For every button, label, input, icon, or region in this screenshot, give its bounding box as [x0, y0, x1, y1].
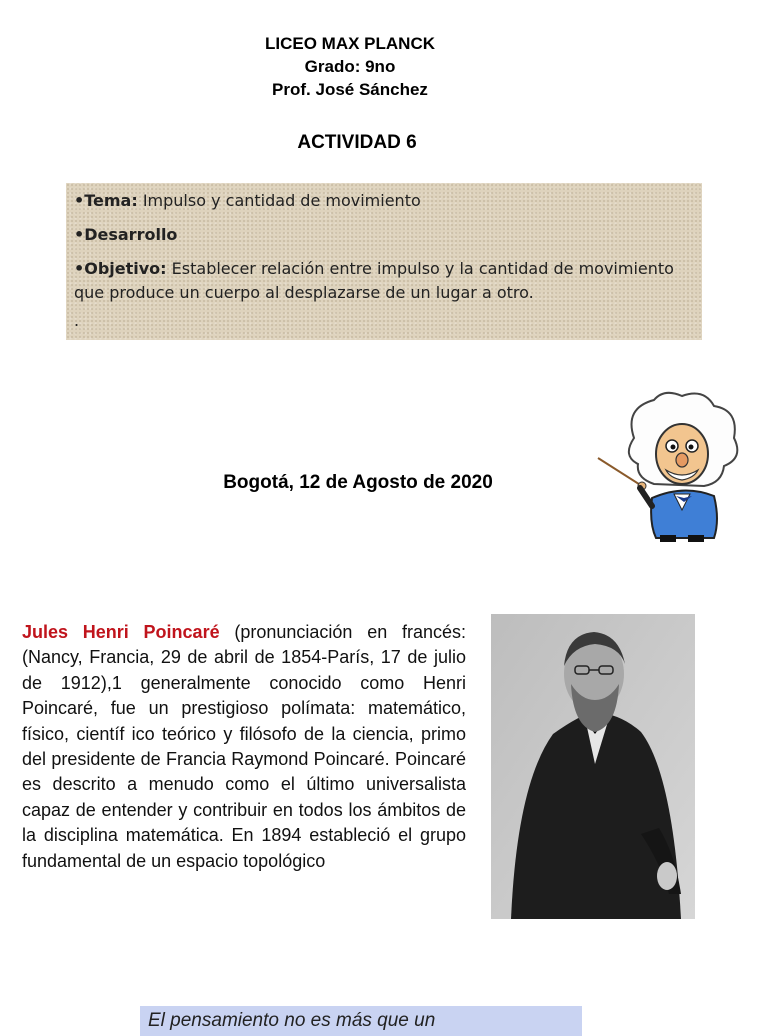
- school-header: [0, 32, 700, 101]
- tema-text: Impulso y cantidad de movimiento: [142, 191, 421, 210]
- quote-box: El pensamiento no es más que un: [140, 1006, 582, 1036]
- poincare-portrait: [491, 614, 695, 919]
- desarrollo-label: •Desarrollo: [74, 225, 178, 244]
- tema-line: [74, 189, 694, 213]
- biography-paragraph: [22, 620, 466, 874]
- school-name: LICEO MAX PLANCK: [265, 34, 435, 53]
- objetivo-line: [74, 257, 694, 305]
- tema-label: •Tema:: [74, 191, 138, 210]
- date-line: Bogotá, 12 de Agosto de 2020: [223, 472, 493, 493]
- activity-title: ACTIVIDAD 6: [297, 132, 417, 153]
- objetivo-text: Establecer relación entre impulso y la cantidad de movimiento que produce un cuerpo al desplazarse de un lugar a otro.: [74, 259, 674, 302]
- teacher-label: Prof. José Sánchez: [272, 80, 428, 99]
- topic-box: [66, 183, 702, 340]
- einstein-cartoon-icon: [594, 388, 744, 548]
- trailing-dot: .: [74, 311, 80, 330]
- poincare-name: Jules Henri Poincaré: [22, 622, 220, 642]
- desarrollo-line: [74, 223, 694, 247]
- objetivo-label: •Objetivo:: [74, 259, 167, 278]
- grade-label: Grado: 9no: [304, 57, 396, 76]
- biography-text: (pronunciación en francés: (Nancy, Francia, 29 de abril de 1854-París, 17 de julio de 1912),1 generalmente conocido como Henri Poincaré, fue un prestigioso polímata: matemático, físico, científ ico teórico y filósofo de la ciencia, primo del presidente de Francia Raymond Poincaré. Poincaré es descrito a menudo como el último universalista capaz de entender y contribuir en todos los ámbitos de la disciplina matemática. En 1894 estableció el grupo fundamental de un espacio topológico: [22, 622, 466, 871]
